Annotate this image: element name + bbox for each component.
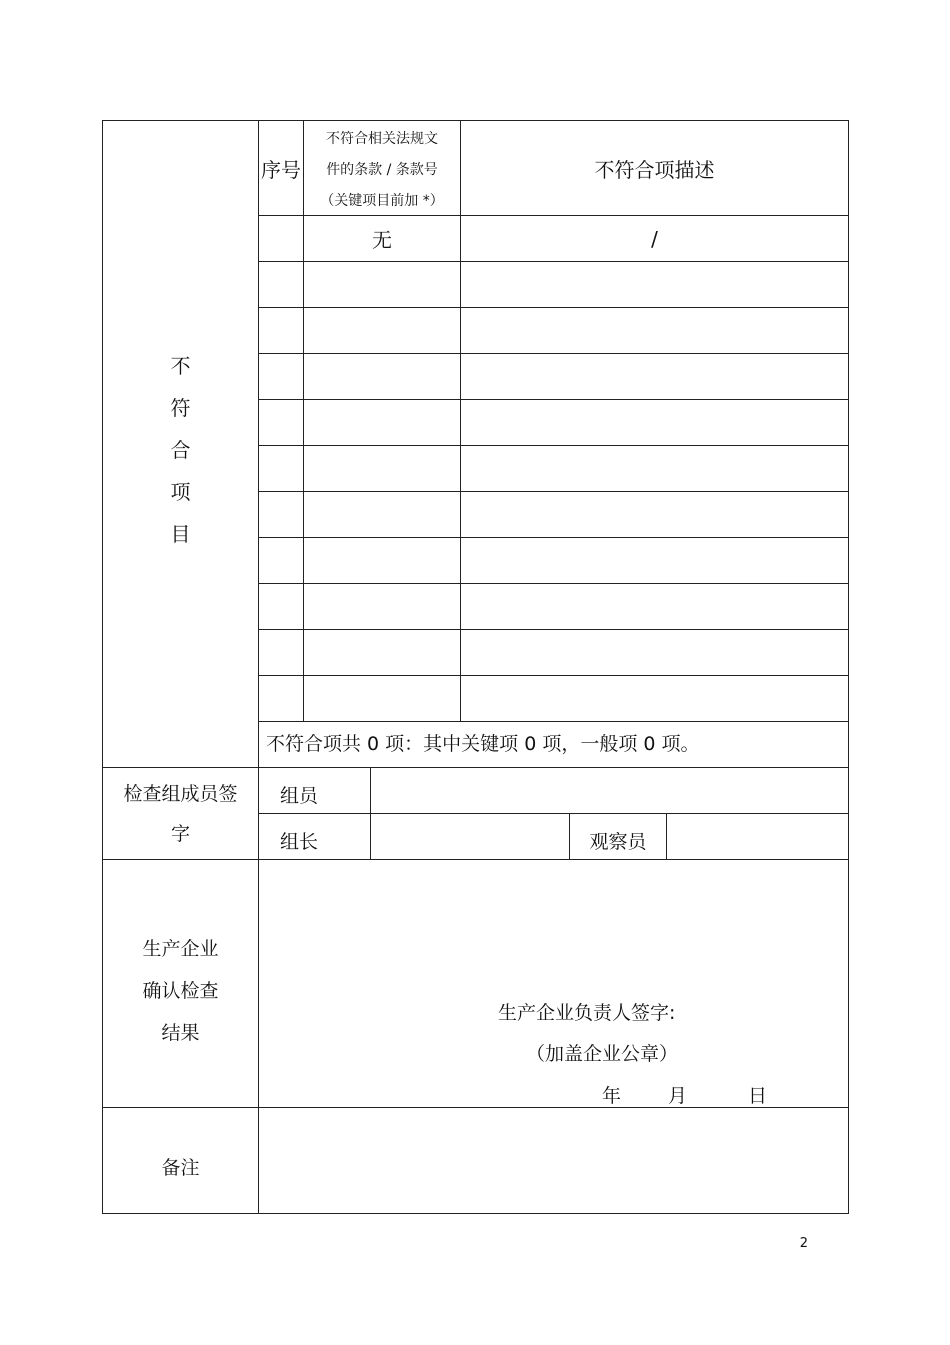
section-divider bbox=[102, 859, 849, 860]
date-day: 日 bbox=[748, 1085, 768, 1107]
observer-label: 观察员 bbox=[589, 831, 647, 853]
row-divider bbox=[258, 491, 849, 492]
section-label-char: 项 bbox=[170, 480, 191, 504]
leader-signature-field[interactable] bbox=[371, 814, 569, 859]
confirmation-section-label bbox=[103, 928, 258, 1054]
observer-signature-field[interactable] bbox=[667, 814, 848, 859]
table-border-bottom bbox=[102, 1213, 849, 1214]
row-divider bbox=[258, 675, 849, 676]
nonconformity-summary: 不符合项共 0 项：其中关键项 0 项，一般项 0 项。 bbox=[266, 733, 700, 755]
signature-label-line: 检查组成员签 bbox=[123, 782, 238, 805]
member-signature-field[interactable] bbox=[371, 768, 848, 813]
row-divider bbox=[258, 445, 849, 446]
header-description: 不符合项描述 bbox=[594, 157, 715, 182]
header-clause bbox=[304, 122, 460, 216]
confirmation-label-line: 确认检查 bbox=[142, 980, 219, 1002]
nonconformity-section-label bbox=[103, 345, 258, 555]
section-label-char: 符 bbox=[170, 396, 191, 420]
header-clause-line: 不符合相关法规文 bbox=[326, 130, 438, 147]
row-divider bbox=[258, 261, 849, 262]
remarks-field[interactable] bbox=[259, 1108, 848, 1213]
table-border-right bbox=[848, 120, 849, 1214]
row-seq-cell[interactable] bbox=[259, 216, 303, 261]
row-description-cell[interactable]: / bbox=[651, 226, 658, 251]
confirmation-label-line: 生产企业 bbox=[142, 938, 219, 960]
company-seal-note: （加盖企业公章） bbox=[526, 1043, 679, 1065]
remarks-label: 备注 bbox=[161, 1157, 200, 1179]
row-divider bbox=[258, 583, 849, 584]
row-clause-cell[interactable]: 无 bbox=[372, 228, 392, 252]
signature-section-label bbox=[103, 768, 258, 859]
header-seq: 序号 bbox=[261, 157, 301, 182]
page-number: 2 bbox=[799, 1236, 808, 1251]
section-label-char: 目 bbox=[170, 522, 191, 546]
row-divider bbox=[258, 399, 849, 400]
row-divider bbox=[258, 307, 849, 308]
member-label: 组员 bbox=[280, 785, 319, 807]
leader-label: 组长 bbox=[280, 831, 319, 853]
signature-label-line: 字 bbox=[170, 822, 190, 845]
row-divider bbox=[258, 353, 849, 354]
header-clause-line: （关键项目前加 *） bbox=[320, 193, 444, 210]
label-column-divider bbox=[258, 120, 259, 1214]
date-month: 月 bbox=[668, 1085, 688, 1107]
responsible-person-signature-label[interactable]: 生产企业负责人签字: bbox=[498, 1002, 676, 1024]
section-label-char: 合 bbox=[170, 438, 191, 462]
row-divider bbox=[258, 629, 849, 630]
confirmation-label-line: 结果 bbox=[161, 1022, 200, 1044]
header-clause-line: 件的条款 / 条款号 bbox=[326, 161, 438, 178]
section-label-char: 不 bbox=[170, 354, 191, 378]
date-year: 年 bbox=[602, 1085, 622, 1107]
row-divider bbox=[258, 537, 849, 538]
